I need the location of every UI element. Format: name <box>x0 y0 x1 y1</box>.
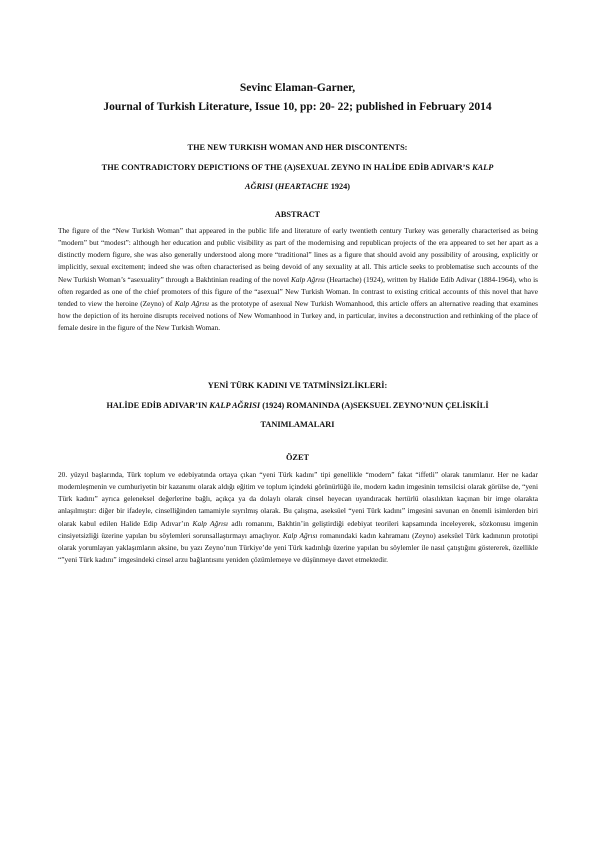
article-title-line-2 <box>40 158 555 177</box>
author-name: Sevinc Elaman-Garner, <box>239 82 356 94</box>
novel-title: Kalp Ağrısı <box>174 298 210 308</box>
novel-title: Kalp Ağrısı <box>192 518 228 528</box>
turkish-title-suffix: (1924) ROMANINDA (A)SEKSUEL ZEYNO’NUN ÇELİSKİLİ <box>260 401 489 410</box>
article-title-paren: ( <box>273 182 278 191</box>
abstract-paragraph <box>58 225 538 334</box>
article-title-line-1: THE NEW TURKISH WOMAN AND HER DISCONTENTS: <box>187 143 408 152</box>
turkish-title-prefix: HALİDE EDİB ADIVAR’IN <box>106 401 210 410</box>
article-title-line-3 <box>40 177 555 196</box>
ozet-text-1: 20. yüzyıl başlarında, Türk toplum ve edebiyatında ortaya çıkan “yeni Türk kadını” tipi genellikle “modern” fakat “iffetli” olarak tanımlanır. Her ne kadar modernleşmenin ve cumhuriyetin bir kazanımı olarak aldığı eğitim ve toplum içindeki görünürlüğü ile, modern kadın imgesinin temsilcisi olarak görülse de, “yeni Türk kadını” ayrıca geleneksel değerlerine bağlı, açıkça ya da dolaylı olarak cinsel heyecan uyandıracak hertürlü olasılıktan kaçınan bir imge olarakta anlaşılmıştır: diğer bir ifadeyle, cinselliğinden tamamiyle sıyrılmış olarak. Bu çalışma, aseksüel “yeni Türk kadını” imgesini savunan en önemli isimlerden biri olarak kabul edilen Halide Edip Adıvar’ın <box>58 470 538 528</box>
turkish-title-line-2 <box>40 401 555 410</box>
article-title-novel-part-1: KALP <box>472 163 494 172</box>
abstract-text-2: (Heartache) (1924), written by Halide Edib Adivar (1884-1964), who is often regarded as one of the chief promoters of this figure of the “asexual” New Turkish Woman. In contrast to existing critical accounts of this novel that have tended to view the heroine (Zeyno) of <box>58 274 538 308</box>
ozet-text-2: adlı romanını, Bakhtin’in geliştirdiği edebiyat teorileri kapsamında inceleyerek, sözkonusu imgenin cinsiyetsizliği üzerine yapılan bu söylemleri sorunsallaştırmayı amaçlıyor. <box>58 518 538 540</box>
ozet-text-3: romanındaki kadın kahramanı (Zeyno) aseksüel Türk kadınının prototipi olarak yorumlayan yaklaşımların aksine, bu yazı Zeyno’nun Türkiye’de yeni Türk kadınlığı üzerine yapılan bu söylemler ile nasıl çatıştığını göstererek, özellikle “”yeni Türk kadını” imgesindeki cinsel arzu bağlantısını yeniden çözümlemeye ve düşünmeye davet etmektedir. <box>58 530 538 565</box>
article-title-line-2-text: THE CONTRADICTORY DEPICTIONS OF THE (A)SEXUAL ZEYNO IN HALİDE EDİB ADIVAR’S <box>101 163 473 172</box>
journal-citation: Journal of Turkish Literature, Issue 10, pp: 20- 22; published in February 2014 <box>103 101 492 113</box>
article-title-year: 1924) <box>328 182 351 191</box>
abstract-text-3: as the prototype of asexual New Turkish Womanhood, this article offers an alternative reading that examines how the depiction of its heroine disrupts received notions of New Womanhood in Turkey and, in particular, invites a deconstruction and rethinking of the place of female desire in the figure of the New Turkish Woman. <box>58 298 538 333</box>
abstract-heading: ABSTRACT <box>274 210 321 219</box>
article-title-translation: HEARTACHE <box>277 182 329 191</box>
novel-title: Kalp Ağrısı <box>290 274 325 284</box>
turkish-title-novel: KALP AĞRISI <box>209 401 261 410</box>
article-title-novel-part-2: AĞRISI <box>244 182 274 191</box>
novel-title: Kalp Ağrısı <box>282 530 318 540</box>
abstract-text-1: The figure of the “New Turkish Woman” that appeared in the public life and literature of early twentieth century Turkey was generally characterised as being ”modern” but “modest”: although her education and public visibility as part of the modernising and republican projects of the era appeared to set her apart as a distinctly modern figure, she was also generally understood along more “traditional” lines as a figure that should avoid any possibility of arousing, explicitly or implicitly, sexual excitement; indeed she was often characterised as being devoid of any sexuality at all. This article seeks to problematise such accounts of the New Turkish Woman’s “asexuality” through a Bakhtinian reading of the novel <box>58 226 538 284</box>
ozet-paragraph <box>58 469 538 566</box>
ozet-heading: ÖZET <box>285 453 310 462</box>
turkish-title-line-3: TANIMLAMALARI <box>260 420 335 429</box>
turkish-title-line-1: YENİ TÜRK KADINI VE TATMİNSİZLİKLERİ: <box>207 381 388 390</box>
